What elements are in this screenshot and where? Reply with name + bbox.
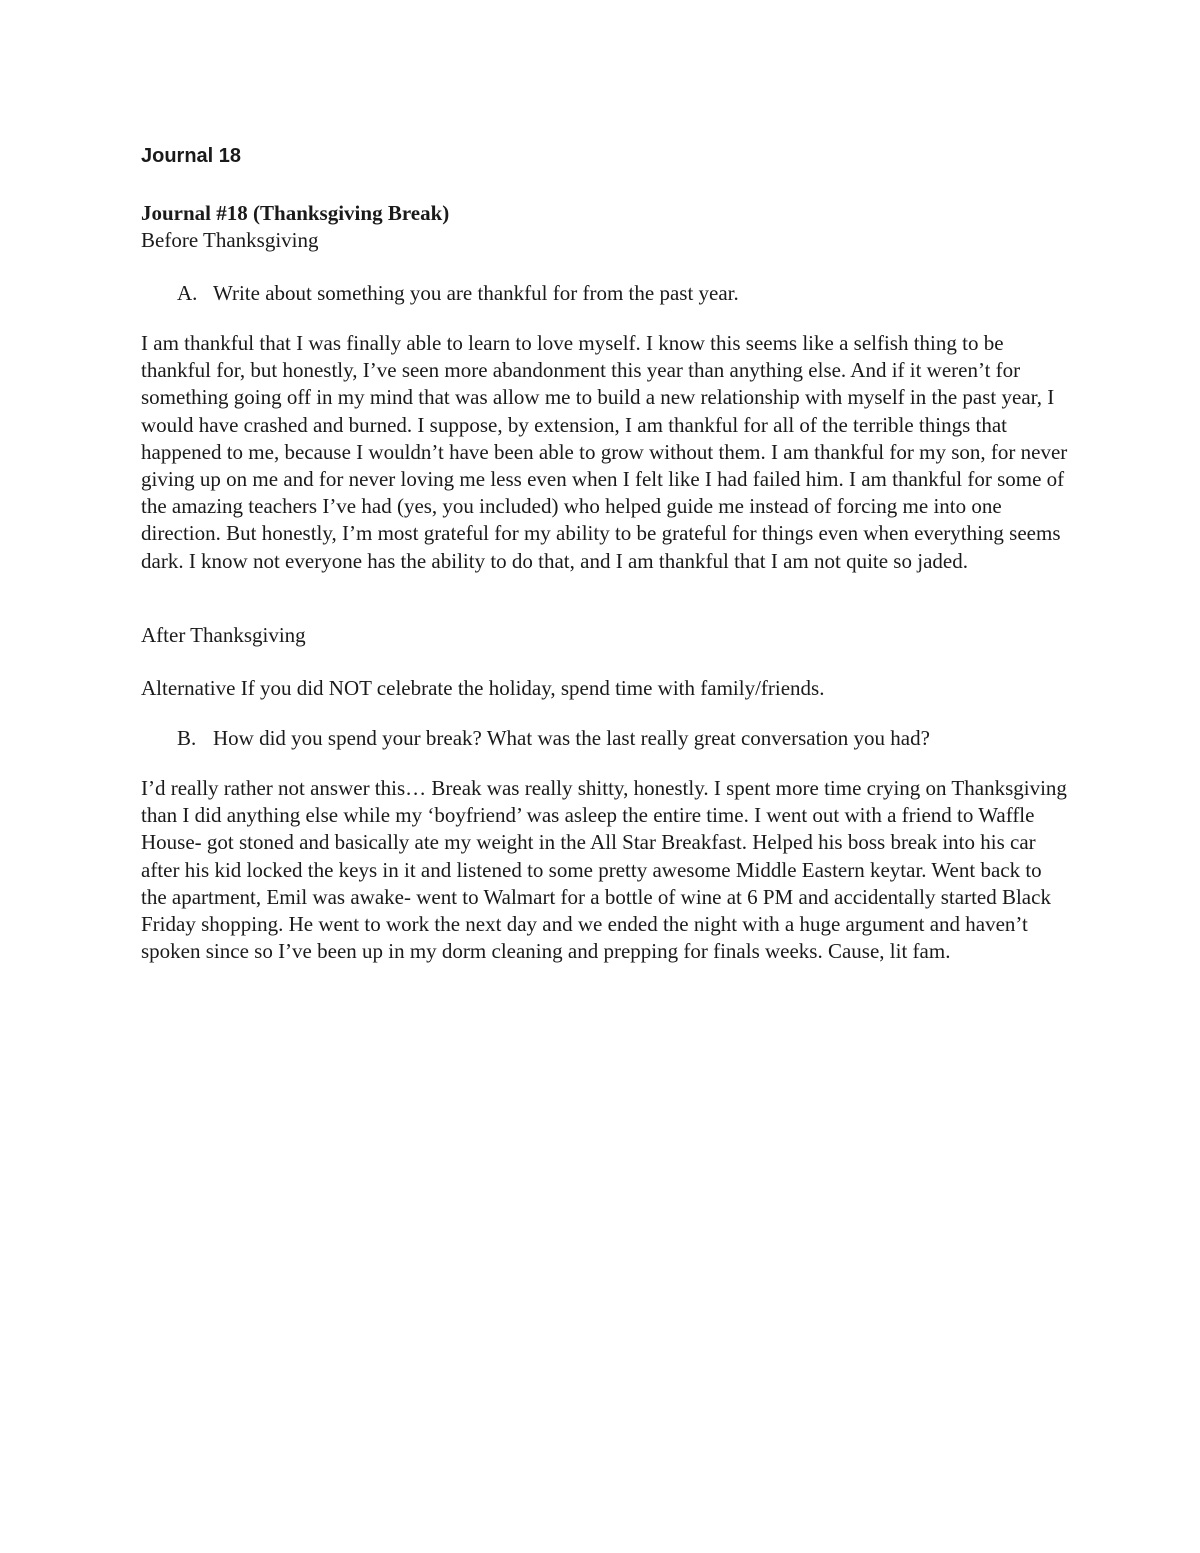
question-b [177, 725, 1077, 752]
answer-b-paragraph: I’d really rather not answer this… Break was really shitty, honestly. I spent more time crying on Thanksgiving than I did anything else while my ‘boyfriend’ was asleep the entire time. I went out with a friend to Waffle House- got stoned and basically ate my weight in the All Star Breakfast. Helped his boss break into his car after his kid locked the keys in it and listened to some pretty awesome Middle Eastern keytar. Went back to the apartment, Emil was awake- went to Walmart for a bottle of wine at 6 PM and accidentally started Black Friday shopping. He went to work the next day and we ended the night with a huge argument and haven’t spoken since so I’ve been up in my dorm cleaning and prepping for finals weeks. Cause, lit fam. [141, 776, 1067, 964]
question-b-marker: B. [177, 726, 197, 750]
question-a [177, 280, 1077, 307]
journal-heading: Journal #18 (Thanksgiving Break) [141, 201, 450, 225]
answer-a-paragraph: I am thankful that I was finally able to learn to love myself. I know this seems like a selfish thing to be thankful for, but honestly, I’ve seen more abandonment this year than anything else. And if it weren’t for something going off in my mind that was allow me to build a new relationship with myself in the past year, I would have crashed and burned. I suppose, by extension, I am thankful for all of the terrible things that happened to me, because I wouldn’t have been able to grow without them. I am thankful for my son, for never giving up on me and for never loving me less even when I felt like I had failed him. I am thankful for some of the amazing teachers I’ve had (yes, you included) who helped guide me instead of forcing me into one direction. But honestly, I’m most grateful for my ability to be grateful for things even when everything seems dark. I know not everyone has the ability to do that, and I am thankful that I am not quite so jaded. [141, 331, 1068, 573]
section-before-label: Before Thanksgiving [141, 228, 319, 252]
question-a-marker: A. [177, 281, 198, 305]
question-a-text: Write about something you are thankful for from the past year. [213, 281, 739, 305]
section-after-label: After Thanksgiving [141, 623, 306, 647]
document-title: Journal 18 [141, 145, 242, 167]
alternative-note: Alternative If you did NOT celebrate the holiday, spend time with family/friends. [141, 676, 825, 700]
question-b-text: How did you spend your break? What was the last really great conversation you had? [213, 726, 930, 750]
